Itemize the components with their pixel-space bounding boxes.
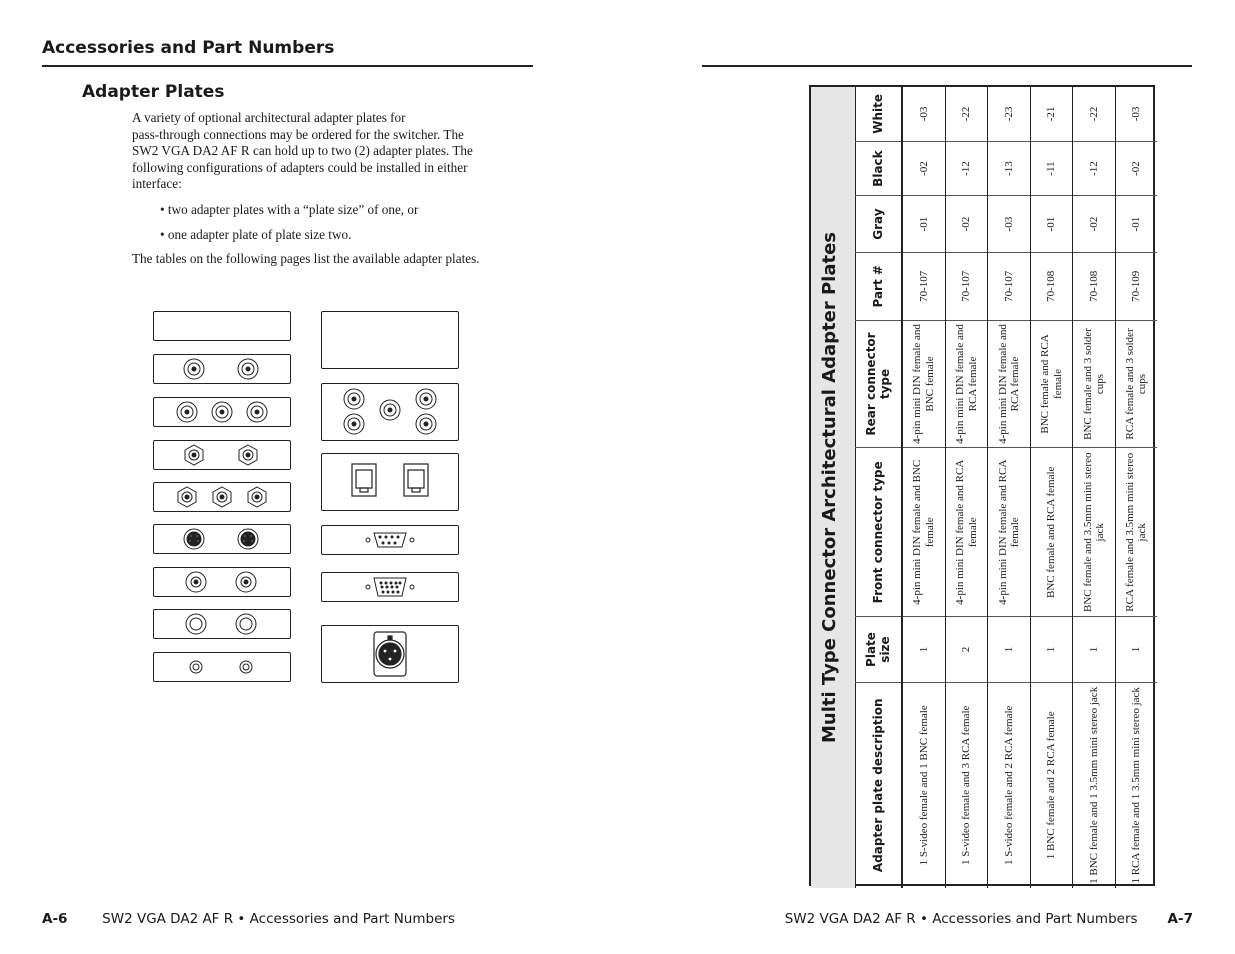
cell-white: -03	[902, 87, 945, 141]
hd15-plate-illustration	[321, 572, 459, 602]
three-f-connector-plate-illustration	[153, 482, 291, 512]
rotated-table-frame	[811, 87, 1157, 888]
subsection-title: Adapter Plates	[82, 82, 225, 102]
cell-front-connector: BNC female and RCA female	[1030, 448, 1073, 617]
cell-description: 1 S-video female and 2 RCA female	[988, 682, 1031, 888]
cell-gray: -01	[1115, 196, 1157, 252]
cell-black: -12	[945, 141, 988, 196]
header-rule	[702, 65, 1192, 67]
table-title: Multi Type Connector Architectural Adapter Plates	[819, 231, 840, 744]
table-header-row	[855, 87, 902, 888]
section-title: Accessories and Part Numbers	[42, 38, 335, 58]
cell-rear-connector: RCA female and 3 solder cups	[1115, 320, 1157, 447]
table-row	[902, 87, 945, 888]
two-mini-jack-plate-illustration	[153, 652, 291, 682]
header-rule	[42, 65, 533, 67]
cell-rear-connector: 4-pin mini DIN female and BNC female	[902, 320, 945, 447]
cell-white: -23	[988, 87, 1031, 141]
xlr-plate-illustration	[321, 625, 459, 683]
cell-plate-size: 1	[1030, 617, 1073, 682]
cell-black: -12	[1073, 141, 1116, 196]
col-header-description: Adapter plate description	[855, 682, 902, 888]
cell-black: -02	[1115, 141, 1157, 196]
cell-rear-connector: BNC female and RCA female	[1030, 320, 1073, 447]
table-row	[1115, 87, 1157, 888]
cell-gray: -02	[945, 196, 988, 252]
cell-part-number: 70-109	[1115, 252, 1157, 320]
cell-white: -03	[1115, 87, 1157, 141]
two-bnc-plate-illustration	[153, 354, 291, 384]
footer-title: SW2 VGA DA2 AF R • Accessories and Part Numbers	[102, 911, 455, 927]
cell-gray: -01	[1030, 196, 1073, 252]
cell-white: -22	[945, 87, 988, 141]
blank-double-plate-illustration	[321, 311, 459, 369]
cell-front-connector: 4-pin mini DIN female and BNC female	[902, 448, 945, 617]
cell-description: 1 S-video female and 3 RCA female	[945, 682, 988, 888]
db9-plate-illustration	[321, 525, 459, 555]
col-header-white: White	[855, 87, 902, 141]
intro-line: SW2 VGA DA2 AF R can hold up to two (2) adapter plates. The	[132, 143, 473, 159]
cell-description: 1 BNC female and 2 RCA female	[1030, 682, 1073, 888]
two-rj45-plate-illustration	[321, 453, 459, 511]
cell-part-number: 70-108	[1030, 252, 1073, 320]
intro-line: following configurations of adapters could be installed in either	[132, 159, 468, 175]
bullet-item: • two adapter plates with a “plate size” of one, or	[160, 202, 419, 217]
col-header-front-connector: Front connector type	[855, 448, 902, 617]
table-row	[988, 87, 1031, 888]
table-title-band	[811, 87, 856, 888]
table-row	[1073, 87, 1116, 888]
cell-description: 1 S-video female and 1 BNC female	[902, 682, 945, 888]
cell-plate-size: 2	[945, 617, 988, 682]
page-footer-left	[42, 911, 455, 927]
cell-plate-size: 1	[1073, 617, 1116, 682]
cell-white: -21	[1030, 87, 1073, 141]
intro-line: pass-through connections may be ordered for the switcher. The	[132, 126, 464, 142]
page-number: A-7	[1167, 911, 1193, 927]
blank-plate-illustration	[153, 311, 291, 341]
cell-part-number: 70-107	[945, 252, 988, 320]
cell-gray: -01	[902, 196, 945, 252]
closing-text: The tables on the following pages list the available adapter plates.	[132, 251, 480, 266]
cell-front-connector: 4-pin mini DIN female and RCA female	[988, 448, 1031, 617]
cell-gray: -02	[1073, 196, 1116, 252]
table-row	[945, 87, 988, 888]
cell-front-connector: BNC female and 3.5mm mini stereo jack	[1073, 448, 1116, 617]
col-header-part-number: Part #	[855, 252, 902, 320]
cell-white: -22	[1073, 87, 1116, 141]
page-number: A-6	[42, 911, 68, 927]
adapter-plates-table	[855, 87, 1157, 888]
cell-description: 1 RCA female and 1 3.5mm mini stereo jack	[1130, 687, 1143, 884]
cell-rear-connector: 4-pin mini DIN female and RCA female	[988, 320, 1031, 447]
cell-plate-size: 1	[902, 617, 945, 682]
cell-plate-size: 1	[1115, 617, 1157, 682]
cell-rear-connector: BNC female and 3 solder cups	[1073, 320, 1116, 447]
cell-part-number: 70-107	[902, 252, 945, 320]
table-row	[1030, 87, 1073, 888]
two-f-connector-plate-illustration	[153, 440, 291, 470]
cell-part-number: 70-108	[1073, 252, 1116, 320]
two-rca-plain-plate-illustration	[153, 609, 291, 639]
cell-rear-connector: 4-pin mini DIN female and RCA female	[945, 320, 988, 447]
cell-black: -11	[1030, 141, 1073, 196]
three-bnc-plate-illustration	[153, 397, 291, 427]
cell-black: -02	[902, 141, 945, 196]
intro-line: interface:	[132, 176, 182, 192]
cell-black: -13	[988, 141, 1031, 196]
col-header-black: Black	[855, 141, 902, 196]
intro-paragraph	[132, 110, 536, 193]
col-header-plate-size: Plate size	[855, 617, 902, 682]
col-header-rear-connector: Rear connector type	[855, 320, 902, 447]
two-svideo-plate-illustration	[153, 524, 291, 554]
cell-front-connector: RCA female and 3.5mm mini stereo jack	[1115, 448, 1157, 617]
two-rca-plate-illustration	[153, 567, 291, 597]
five-bnc-plate-illustration	[321, 383, 459, 441]
col-header-gray: Gray	[855, 196, 902, 252]
cell-part-number: 70-107	[988, 252, 1031, 320]
cell-front-connector: 4-pin mini DIN female and RCA female	[945, 448, 988, 617]
footer-title: SW2 VGA DA2 AF R • Accessories and Part Numbers	[784, 911, 1138, 927]
page-footer-right	[785, 911, 1193, 927]
cell-gray: -03	[988, 196, 1031, 252]
adapter-plates-table-container	[809, 85, 1155, 886]
cell-plate-size: 1	[988, 617, 1031, 682]
bullet-item: • one adapter plate of plate size two.	[160, 227, 352, 242]
intro-line: A variety of optional architectural adapter plates for	[132, 110, 406, 125]
cell-description: 1 BNC female and 1 3.5mm mini stereo jack	[1073, 682, 1116, 888]
